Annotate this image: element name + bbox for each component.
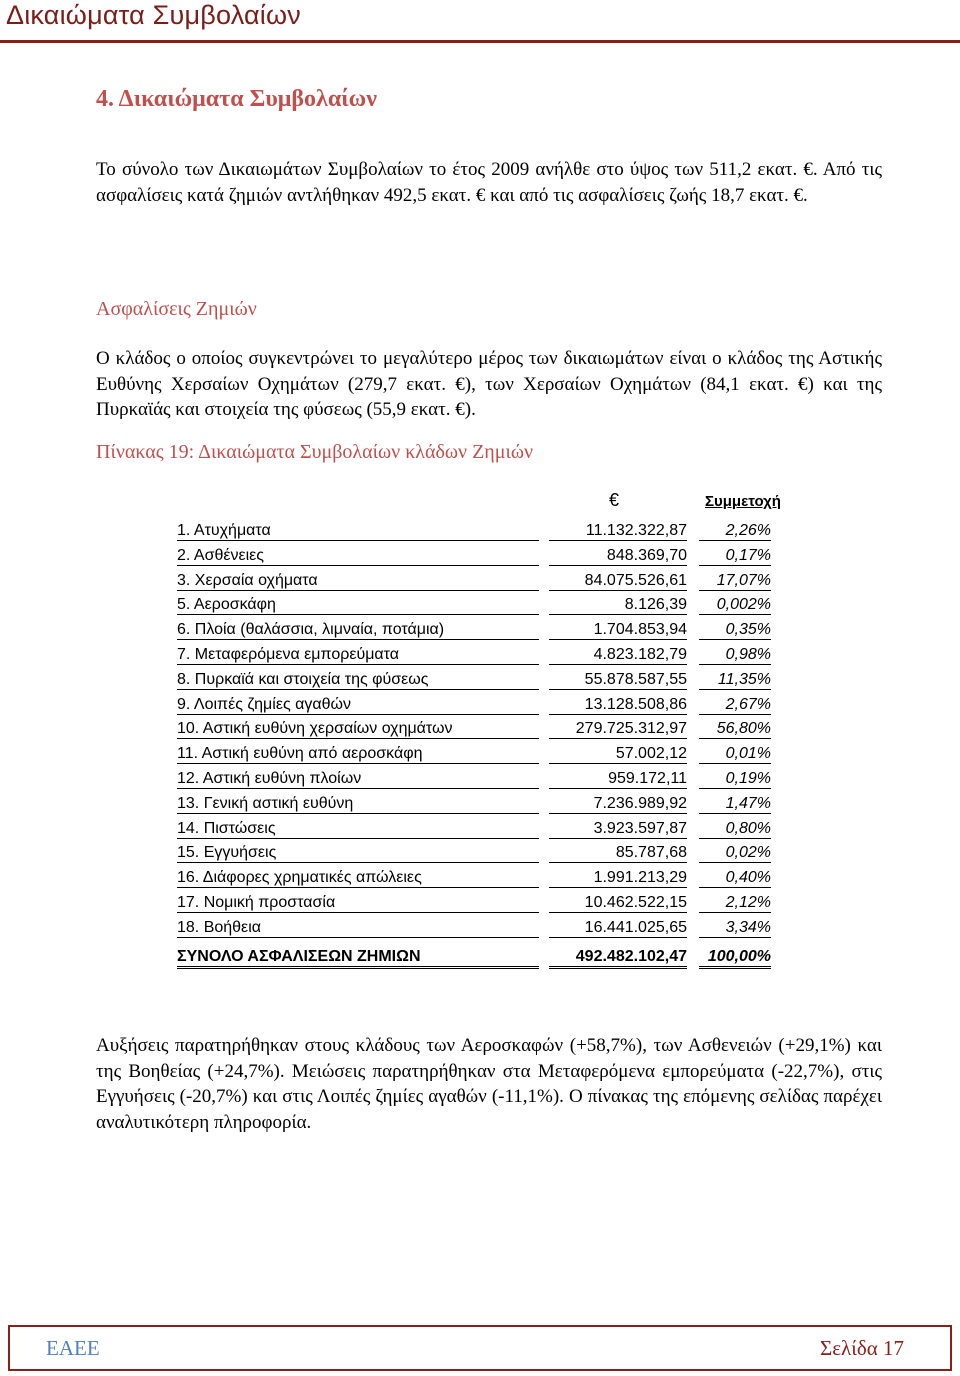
row-share: 11,35%: [699, 670, 771, 690]
row-share: 0,80%: [699, 819, 771, 839]
table-row: [177, 840, 783, 865]
row-amount: 3.923.597,87: [549, 819, 687, 839]
row-amount: 16.441.025,65: [549, 918, 687, 938]
row-label: 17. Νομική προστασία: [177, 893, 539, 913]
table-body: [177, 518, 783, 940]
table-row: [177, 543, 783, 568]
footer-page-number: Σελίδα 17: [819, 1336, 904, 1360]
row-share: 1,47%: [699, 794, 771, 814]
footer-organization: ΕΑΕΕ: [46, 1336, 100, 1360]
intro-paragraph: Το σύνολο των Δικαιωμάτων Συμβολαίων το έτος 2009 ανήλθε στο ύψος των 511,2 εκατ. €. Από τις ασφαλίσεις κατά ζημιών αντλήθηκαν 492,5 εκατ. € και από τις ασφαλίσεις ζωής 18,7 εκατ. €.: [96, 159, 882, 206]
row-label: 8. Πυρκαϊά και στοιχεία της φύσεως: [177, 670, 539, 690]
row-amount: 279.725.312,97: [549, 719, 687, 739]
section-title: 4. Δικαιώματα Συμβολαίων: [96, 86, 377, 112]
row-label: 10. Αστική ευθύνη χερσαίων οχημάτων: [177, 719, 539, 739]
footer-frame: [8, 1325, 952, 1371]
table-header-row: [177, 490, 783, 518]
row-amount: 8.126,39: [549, 595, 687, 615]
row-share: 0,02%: [699, 843, 771, 863]
table-row: [177, 592, 783, 617]
row-share: 0,35%: [699, 620, 771, 640]
table-row: [177, 865, 783, 890]
row-amount: 848.369,70: [549, 546, 687, 566]
row-share: 0,19%: [699, 769, 771, 789]
table-row: [177, 816, 783, 841]
table-row: [177, 617, 783, 642]
total-label: ΣΥΝΟΛΟ ΑΣΦΑΛΙΣΕΩΝ ΖΗΜΙΩΝ: [177, 947, 539, 969]
row-amount: 1.704.853,94: [549, 620, 687, 640]
row-amount: 11.132.322,87: [549, 521, 687, 541]
row-share: 0,98%: [699, 645, 771, 665]
table-row: [177, 890, 783, 915]
table-row: [177, 518, 783, 543]
row-share: 0,002%: [699, 595, 771, 615]
row-amount: 4.823.182,79: [549, 645, 687, 665]
table-row: [177, 692, 783, 717]
changes-paragraph: Αυξήσεις παρατηρήθηκαν στους κλάδους των Αεροσκαφών (+58,7%), των Ασθενειών (+29,1%) και της Βοηθείας (+24,7%). Μειώσεις παρατηρήθηκαν στα Μεταφερόμενα εμπορεύματα (-22,7%), στις Εγγυήσεις (-20,7%) και στις Λοιπές ζημίες αγαθών (-11,1%). Ο πίνακας της επόμενης σελίδας παρέχει αναλυτικότερη πληροφορία.: [96, 1035, 882, 1134]
row-label: 6. Πλοία (θαλάσσια, λιμναία, ποτάμια): [177, 620, 539, 640]
premiums-table: [177, 490, 783, 970]
table-total-row: [177, 940, 783, 970]
row-label: 9. Λοιπές ζημίες αγαθών: [177, 695, 539, 715]
damage-paragraph: Ο κλάδος ο οποίος συγκεντρώνει το μεγαλύτερο μέρος των δικαιωμάτων είναι ο κλάδος της Αστικής Ευθύνης Χερσαίων Οχημάτων (279,7 εκατ. €), των Χερσαίων Οχημάτων (84,1 εκατ. €) και της Πυρκαϊάς και στοιχεία της φύσεως (55,9 εκατ. €).: [96, 348, 882, 420]
row-share: 0,40%: [699, 868, 771, 888]
table-row: [177, 716, 783, 741]
table-row: [177, 915, 783, 940]
row-label: 18. Βοήθεια: [177, 918, 539, 938]
row-share: 56,80%: [699, 719, 771, 739]
row-amount: 959.172,11: [549, 769, 687, 789]
row-amount: 85.787,68: [549, 843, 687, 863]
row-amount: 57.002,12: [549, 744, 687, 764]
row-label: 12. Αστική ευθύνη πλοίων: [177, 769, 539, 789]
row-amount: 1.991.213,29: [549, 868, 687, 888]
total-amount: 492.482.102,47: [549, 947, 687, 969]
row-label: 15. Εγγυήσεις: [177, 843, 539, 863]
column-header-share: Συμμετοχή: [705, 493, 781, 510]
table-row: [177, 741, 783, 766]
row-label: 5. Αεροσκάφη: [177, 595, 539, 615]
row-share: 3,34%: [699, 918, 771, 938]
row-share: 0,01%: [699, 744, 771, 764]
row-label: 11. Αστική ευθύνη από αεροσκάφη: [177, 744, 539, 764]
row-amount: 55.878.587,55: [549, 670, 687, 690]
row-amount: 13.128.508,86: [549, 695, 687, 715]
row-label: 7. Μεταφερόμενα εμπορεύματα: [177, 645, 539, 665]
row-label: 16. Διάφορες χρηματικές απώλειες: [177, 868, 539, 888]
table-row: [177, 642, 783, 667]
row-label: 14. Πιστώσεις: [177, 819, 539, 839]
table-caption: Πίνακας 19: Δικαιώματα Συμβολαίων κλάδων Ζημιών: [96, 441, 534, 463]
row-share: 2,67%: [699, 695, 771, 715]
table-row: [177, 568, 783, 593]
row-amount: 10.462.522,15: [549, 893, 687, 913]
row-share: 2,12%: [699, 893, 771, 913]
row-label: 1. Ατυχήματα: [177, 521, 539, 541]
row-amount: 84.075.526,61: [549, 571, 687, 591]
page-header-title: Δικαιώματα Συμβολαίων: [6, 0, 301, 30]
row-label: 2. Ασθένειες: [177, 546, 539, 566]
header-divider: [0, 40, 960, 43]
row-label: 3. Χερσαία οχήματα: [177, 571, 539, 591]
row-share: 2,26%: [699, 521, 771, 541]
row-share: 17,07%: [699, 571, 771, 591]
total-share: 100,00%: [699, 947, 771, 969]
row-label: 13. Γενική αστική ευθύνη: [177, 794, 539, 814]
table-row: [177, 766, 783, 791]
table-row: [177, 791, 783, 816]
row-amount: 7.236.989,92: [549, 794, 687, 814]
subheading-damage-insurance: Ασφαλίσεις Ζημιών: [96, 298, 257, 320]
table-row: [177, 667, 783, 692]
row-share: 0,17%: [699, 546, 771, 566]
column-header-amount: €: [609, 490, 620, 510]
